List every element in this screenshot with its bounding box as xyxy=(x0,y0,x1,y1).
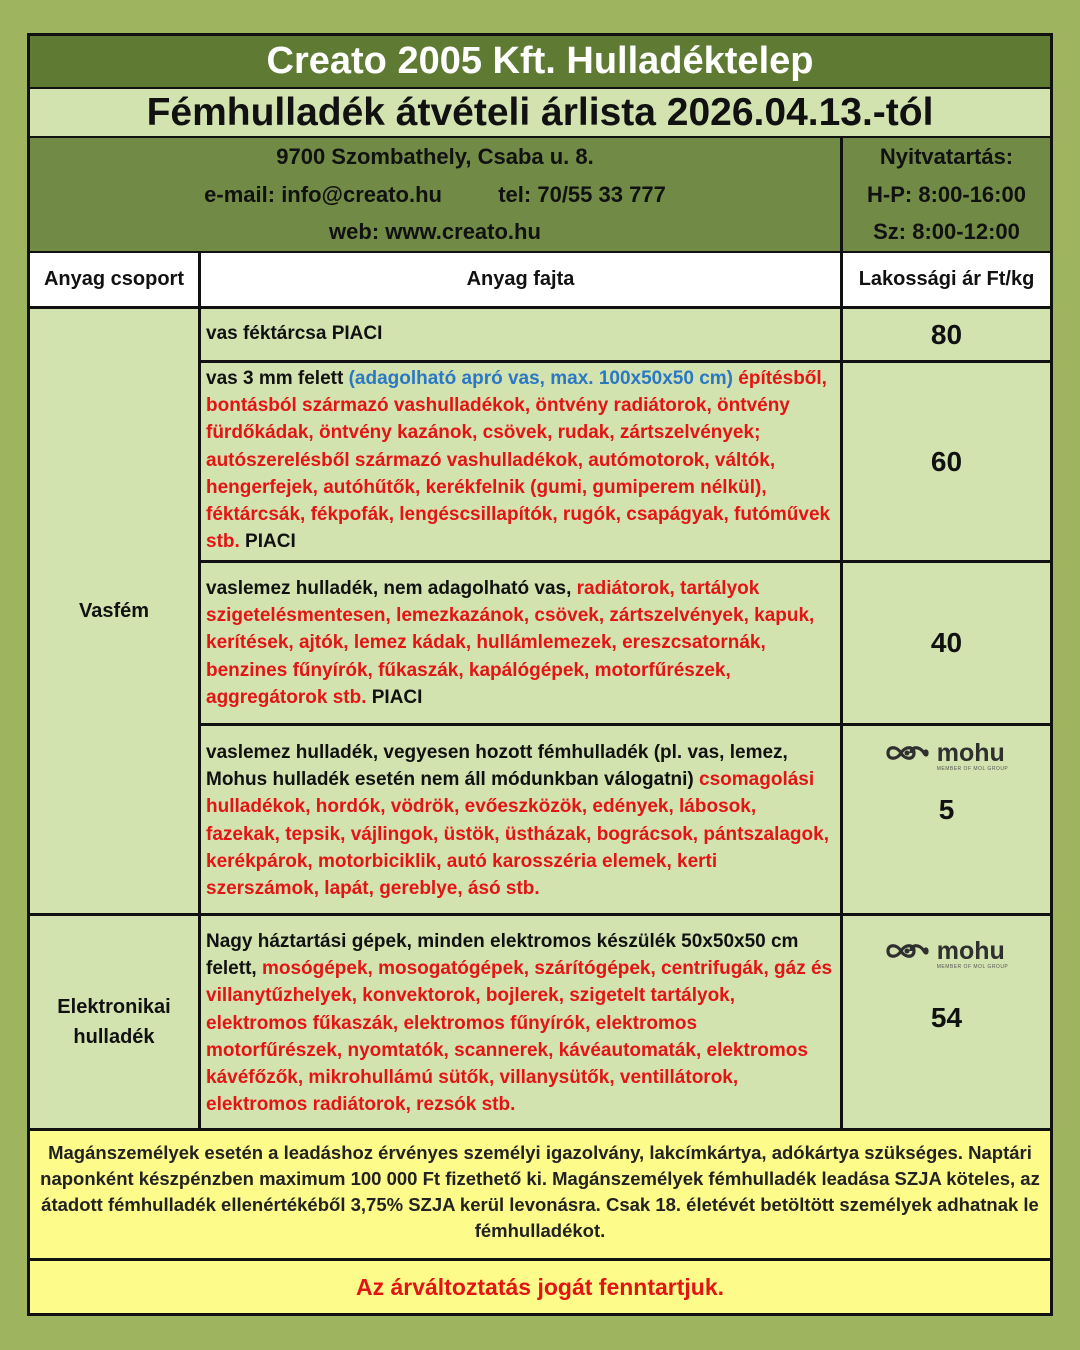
column-header-group: Anyag csoport xyxy=(30,253,198,306)
description-segment: építésből, bontásból származó vashulladékok, öntvény radiátorok, öntvény fürdőkádak, öntvény kazánok, csövek, rudak, zártszelvények; autószerelésből származó vashulladékok, autómotorok, váltók, hengerfejek, autóhűtők, kerékfelnik (gumi, gumiperem nélkül), féktárcsák, fékpofák, lengéscsillapítók, rugók, csapágyak, futóművek stb. xyxy=(206,368,831,553)
price-value: 5 xyxy=(938,794,955,825)
email-link[interactable]: e-mail: info@creato.hu xyxy=(204,181,442,207)
price-cell xyxy=(843,563,1050,723)
description-segment: vaslemez hulladék, vegyesen hozott fémhulladék (pl. vas, lemez, Mohus hulladék esetén nem áll módunkban válogatni) xyxy=(206,742,788,791)
notice-box xyxy=(30,1131,1050,1258)
group-label: Vasfém xyxy=(78,600,150,622)
price-cell xyxy=(843,363,1050,560)
description-segment: Nagy háztartási gépek, minden elektromos készülék 50x50x50 cm felett, xyxy=(206,931,799,980)
address: 9700 Szombathely, Csaba u. 8. xyxy=(276,144,594,169)
price-cell xyxy=(843,309,1050,360)
table-row xyxy=(201,309,840,360)
mohu-logo xyxy=(885,938,1009,970)
mohu-tagline: MEMBER OF MOL GROUP xyxy=(936,964,1009,970)
column-header-type: Anyag fajta xyxy=(201,253,840,306)
description-segment: PIACI xyxy=(239,531,296,553)
notice-text: Magánszemélyek esetén a leadáshoz érvényes személyi igazolvány, lakcímkártya, adókártya szükséges. Naptári naponként készpénzben maximum 100 000 Ft fizethető ki. Magánszemélyek fémhulladék leadása SZJA köteles, az átadott fémhulladék ellenértékéből 3,75% SZJA kerül levonásra. Csak 18. életévét betöltött személyek adhatnak le fémhulladékot. xyxy=(40,1142,1040,1241)
description-segment: vas 3 mm felett xyxy=(206,368,349,389)
group-elektronikai xyxy=(30,916,198,1128)
price-value: 54 xyxy=(930,1002,963,1033)
mohu-word: mohu xyxy=(936,937,1005,965)
hours-saturday: Sz: 8:00-12:00 xyxy=(873,219,1020,245)
opening-hours xyxy=(843,138,1050,251)
group-vasfem xyxy=(30,309,198,913)
description-segment: vaslemez hulladék, nem adagolható vas, xyxy=(206,578,577,599)
contact-line xyxy=(30,176,840,214)
column-header-price: Lakossági ár Ft/kg xyxy=(843,253,1050,306)
price-list-title: Fémhulladék átvételi árlista 2026.04.13.-tól xyxy=(30,89,1050,136)
description-segment: radiátorok, tartályok szigetelésmentesen, lemezkazánok, csövek, zártszelvények, kapuk, kerítések, ajtók, lemez kádak, hullámlemezek, ereszcsatornák, benzines fűnyírók, fűkaszák, kapálógépek, motorfűrészek, aggregátorok stb. xyxy=(206,578,815,708)
contact-block xyxy=(30,138,840,251)
price-value: 40 xyxy=(930,627,963,658)
mohu-tagline: MEMBER OF MOL GROUP xyxy=(936,766,1009,772)
description-segment: PIACI xyxy=(366,686,423,708)
price-cell xyxy=(843,726,1050,913)
company-title: Creato 2005 Kft. Hulladéktelep xyxy=(30,36,1050,87)
mohu-symbol-icon xyxy=(885,742,931,764)
group-label: Elektronikai hulladék xyxy=(57,996,171,1048)
description-segment: (adagolható apró vas, max. 100x50x50 cm) xyxy=(348,368,733,389)
price-value: 80 xyxy=(930,318,963,350)
price-list-sheet xyxy=(27,33,1053,1316)
price-cell xyxy=(843,916,1050,1128)
description-segment: vas féktárcsa PIACI xyxy=(206,323,383,344)
phone-number[interactable]: tel: 70/55 33 777 xyxy=(498,181,666,207)
description-segment: csomagolási hulladékok, hordók, vödrök, evőeszközök, edények, lábosok, fazekak, tepsik, vájlingok, üstök, üstházak, bográcsok, pántszalagok, kerékpárok, motorbiciklik, autó karosszéria elemek, kerti szerszámok, lapát, gereblye, ásó stb. xyxy=(206,769,829,900)
price-value: 60 xyxy=(930,445,963,477)
mohu-word: mohu xyxy=(936,739,1005,767)
table-row xyxy=(201,916,840,1128)
description-segment: mosógépek, mosogatógépek, szárítógépek, centrifugák, gáz és villanytűzhelyek, konvektorok, bojlerek, szigetelt tartályok, elektromos fűkaszák, elektromos fűnyírók, elektromos motorfűrészek, nyomtatók, scannerek, kávéautomaták, elektromos kávéfőzők, mikrohullámú sütők, villanysütők, ventillátorok, elektromos radiátorok, rezsók stb. xyxy=(206,958,833,1116)
table-row xyxy=(201,726,840,913)
mohu-logo xyxy=(885,740,1009,772)
table-row xyxy=(201,363,840,560)
website-link[interactable]: web: www.creato.hu xyxy=(329,219,541,245)
table-row xyxy=(201,563,840,723)
footer-disclaimer: Az árváltoztatás jogát fenntartjuk. xyxy=(30,1261,1050,1313)
hours-weekdays: H-P: 8:00-16:00 xyxy=(867,181,1026,207)
mohu-symbol-icon xyxy=(885,940,931,962)
hours-label: Nyitvatartás: xyxy=(879,144,1014,169)
